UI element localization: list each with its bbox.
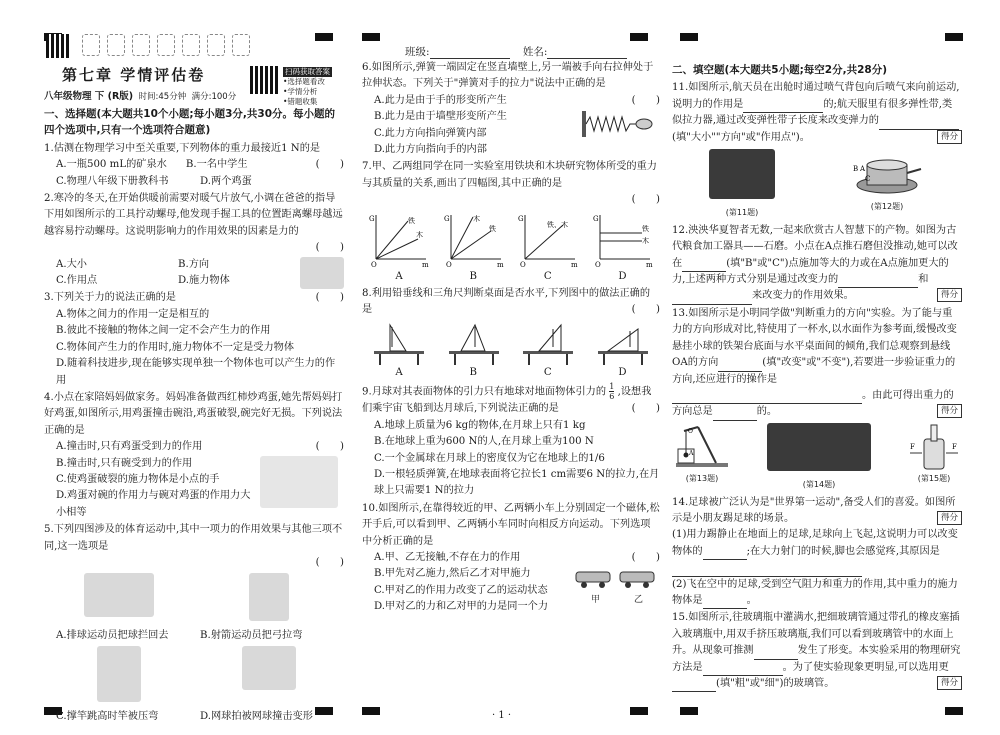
- axis-label: m: [496, 260, 504, 269]
- name-field[interactable]: [547, 47, 627, 59]
- point-label: B: [853, 165, 859, 174]
- reg-mark: [315, 33, 333, 41]
- question-6: 6.如图所示,弹簧一端固定在竖直墙壁上,另一端被手向右拉伸处于拉伸状态。下列关于"弹簧对手的拉力"说法中正确的是 A.此力是由于手的形变所产生 B.此力是由于墙壁形变所产生 C.此力方向指向弹簧内部 D.此力方向指向手的内部 ( ): [362, 62, 660, 156]
- page-number: · 1 ·: [492, 710, 512, 721]
- section-heading: 一、选择题(本大题共10个小题;每小题3分,共30分。每小题的四个选项中,只有一个选项符合题意): [44, 108, 336, 137]
- graph-a: [368, 211, 430, 269]
- answer-blank[interactable]: [838, 276, 918, 288]
- question-12: 12.泱泱华夏智者无数,一起来欣赏古人智慧下的产物。如图为古代粮食加工器具——石磨。小点在A点推石磨但没推动,她可以改在 (填"B"或"C")点施加等大的力或在A点施加更大的力,上述两种方式分别是通过改变力的 和来改变力的作用效果。 得分: [672, 223, 962, 305]
- question-11: 11.如图所示,航天员在出舱时通过喷气背包向后喷气来向前运动,说明力的作用是 的;航天服里有很多弹性带,类似拉力器,通过改变弹性带子长度来改变弹力的(填"大小""方向"或"作用点")。 得分 (第11题) B A C (第12题): [672, 80, 962, 221]
- question-7: 7.甲、乙两组同学在同一实验室用铁块和木块研究物体所受的重力与其质量的关系,画出了四幅图,其中正确的是 ( ) G m O 铁 木 G m O 木 铁 G m O 铁、木 G m O 铁 木 A B C D: [362, 161, 660, 282]
- fraction: $\frac{1}{6}$: [609, 382, 615, 402]
- reg-mark: [680, 33, 698, 41]
- glass-bottle-diagram: [906, 423, 962, 471]
- point-label: O: [688, 427, 693, 435]
- reg-mark: [362, 707, 380, 715]
- id-box: [182, 34, 200, 56]
- tennis-racket-image: [242, 646, 296, 690]
- series-label: 木: [472, 214, 480, 223]
- class-field[interactable]: [430, 47, 510, 59]
- score-box: 得分: [937, 511, 962, 525]
- id-box: [132, 34, 150, 56]
- point-label: C: [865, 175, 871, 184]
- question-13: 13.如图所示是小明同学做"判断重力的方向"实验。为了能与重力的方向形成对比,特使用了一杯水,以水面作为参考面,缓慢改变悬挂小球的铁架台底面与水平桌面间的倾角,我们总观察到悬线OA的方向 (填"改变"或"不变"),若要进一步验证重力的方向,还应进行的操作是。由此可得出重力的方向总是 的。 得分 O A (第13题) (第14题) F F (第15题): [672, 306, 962, 494]
- answer-blank[interactable]: [718, 360, 762, 372]
- answer-blank[interactable]: [672, 293, 752, 305]
- question-3: 3.下列关于力的说法正确的是 ( ) A.物体之间力的作用一定是相互的 B.彼此不接触的物体之间一定不会产生力的作用 C.物体间产生力的作用时,施力物体不一定是受力物体 D.随着科技进步,现在能够实现单独一个物体也可以产生力的作用: [44, 292, 344, 386]
- answer-blank[interactable]: [713, 409, 757, 421]
- graph-b: [443, 211, 505, 269]
- question-4: 4.小点在家陪妈妈做家务。妈妈准备做西红柿炒鸡蛋,她先帮妈妈打好鸡蛋,如图所示,用鸡蛋撞击碗沿,鸡蛋破裂,碗完好无损。下列说法正确的是 A.撞击时,只有鸡蛋受到力的作用 B.撞击时,只有碗受到力的作用 C.使鸡蛋破裂的施力物体是小点的手 D.鸡蛋对碗的作用力与碗对鸡蛋的作用力大小相等 ( ): [44, 391, 344, 518]
- series-label: 木: [416, 230, 424, 239]
- volleyball-image: [84, 573, 154, 617]
- answer-blank[interactable]: [703, 548, 747, 560]
- question-14: 14.足球被广泛认为是"世界第一运动",备受人们的喜爱。如图所示是小朋友踢足球的场景。 得分 (1)用力踢静止在地面上的足球,足球向上飞起,这说明力可以改变物体的 ;在大力射门的时候,脚也会感觉疼,其原因是 (2)飞在空中的足球,受到空气阻力和重力的作用,其中重力的施力物体是 。: [672, 495, 962, 610]
- section-heading: 二、填空题(本大题共5小题;每空2分,共28分): [672, 64, 888, 76]
- series-label: 铁: [641, 224, 649, 233]
- question-10: 10.如图所示,在靠得较近的甲、乙两辆小车上分别固定一个磁体,松开手后,可以看到甲、乙两辆小车同时向相反方向运动。下列选项中分析正确的是 A.甲、乙无接触,不存在力的作用 B.甲先对乙施力,然后乙才对甲施力 C.甲对乙的作用力改变了乙的运动状态 D.甲对乙的力和乙对甲的力是同一个力 ( ) 甲 乙: [362, 502, 660, 613]
- level-diagram-a: [370, 321, 428, 365]
- id-box: [207, 34, 225, 56]
- answer-blank[interactable]: [754, 648, 798, 660]
- answer-blank[interactable]: [672, 680, 716, 692]
- promo-qr-icon: [250, 66, 278, 94]
- question-9: 9.月球对其表面物体的引力只有地球对地面物体引力的 $\frac{1}{6}$ ,设想我们乘宇宙飞船到达月球后,下列说法正确的是 ( ) A.地球上质量为6 kg的物体,在月球上只有1 kg B.在地球上重为600 N的人,在月球上重为100 N C.一个金属球在月球上的密度仅为它在地球上的1/6 D.一根轻质弹簧,在地球表面将它拉长1 cm需要6 N的拉力,在月球上只需要1 N的拉力: [362, 382, 660, 497]
- question-2: 2.寒冷的冬天,在开始供暖前需要对暖气片放气,小调在爸爸的指导下用如图所示的工具拧动螺母,他发现手握工具的位置距离螺母越远越容易拧动螺母。这说明影响力的作用效果的因素是力的 ( ) A.大小 B.方向 C.作用点 D.施力物体: [44, 191, 344, 289]
- axis-label: G: [592, 214, 599, 223]
- question-5: 5.下列四图涉及的体育运动中,其中一项力的作用效果与其他三项不同,这一选项是 ( ) A.排球运动员把球拦回去 B.射箭运动员把弓拉弯 C.撑竿跳高时竿被压弯 D.网球拍被网球撞击变形: [44, 524, 344, 722]
- level-diagram-d: [594, 321, 652, 365]
- radiator-wrench-image: [300, 257, 344, 289]
- pole-vault-image: [97, 646, 141, 702]
- axis-label: m: [645, 260, 653, 269]
- answer-blank[interactable]: [672, 565, 862, 577]
- graph-d: [592, 211, 654, 269]
- point-label: A: [689, 449, 694, 457]
- force-label: F: [910, 442, 915, 451]
- qr-code-icon: [46, 34, 70, 58]
- origin-label: O: [520, 260, 526, 269]
- axis-label: G: [518, 214, 524, 223]
- answer-blank[interactable]: [743, 101, 823, 113]
- id-box: [82, 34, 100, 56]
- class-name-line: 班级: 姓名:: [405, 44, 627, 59]
- series-label: 铁: [408, 216, 416, 225]
- astronaut-image: [709, 149, 775, 199]
- series-label: 铁: [488, 224, 496, 233]
- reg-mark: [945, 33, 963, 41]
- reg-mark: [630, 33, 648, 41]
- exam-title: 第七章 学情评估卷: [62, 66, 206, 84]
- score-box: 得分: [937, 288, 962, 302]
- exam-subtitle: 八年级物理 下 (R版) 时间:45分钟 满分:100分: [44, 91, 237, 102]
- millstone-diagram: [849, 149, 925, 199]
- point-label: A: [860, 165, 866, 174]
- football-image: [767, 423, 871, 471]
- level-diagram-c: [519, 321, 577, 365]
- graph-c: [517, 211, 579, 269]
- question-8: 8.利用铅垂线和三角尺判断桌面是否水平,下列图中的做法正确的是 ( ) A B C D: [362, 288, 660, 378]
- id-box: [157, 34, 175, 56]
- origin-label: O: [445, 260, 452, 269]
- axis-label: G: [369, 214, 375, 223]
- level-diagram-b: [445, 321, 503, 365]
- column-2: [362, 60, 660, 617]
- spring-wall-diagram: [580, 109, 656, 139]
- id-box: [232, 34, 250, 56]
- axis-label: G: [443, 214, 450, 223]
- plumb-line-diagram: [672, 423, 732, 471]
- answer-blank[interactable]: [703, 597, 747, 609]
- origin-label: O: [371, 260, 377, 269]
- reg-mark: [680, 707, 698, 715]
- series-label: 铁、木: [547, 220, 569, 229]
- answer-blank[interactable]: [703, 664, 783, 676]
- magnet-cars-diagram: [574, 566, 658, 592]
- archery-image: [249, 573, 289, 621]
- reg-mark: [362, 33, 380, 41]
- score-box: 得分: [937, 676, 962, 690]
- answer-blank[interactable]: [879, 118, 959, 130]
- question-15: 15.如图所示,往玻璃瓶中灌满水,把细玻璃管通过带孔的橡皮塞插入玻璃瓶中,用双手挤压玻璃瓶,我们可以看到玻璃管中的水面上升。从现象可推测 发生了形变。本实验采用的物理研究方法是 。为了使实验现象更明显,可以选用更(填"粗"或"细")的玻璃管。 得分: [672, 610, 962, 692]
- score-box: 得分: [937, 130, 962, 144]
- question-1: 1.估测在物理学习中至关重要,下列物体的重力最接近1 N的是 ( ) A.一瓶500 mL的矿泉水 B.一名中学生 C.物理八年级下册教科书 D.两个鸡蛋: [44, 142, 344, 187]
- reg-mark: [945, 707, 963, 715]
- series-label: 木: [641, 236, 649, 245]
- answer-blank[interactable]: [672, 392, 862, 404]
- origin-label: O: [594, 260, 601, 269]
- score-box: 得分: [937, 404, 962, 418]
- column-1: [44, 104, 344, 726]
- id-box: [107, 34, 125, 56]
- axis-label: m: [571, 260, 578, 269]
- egg-bowl-image: [260, 456, 338, 508]
- force-label: F: [952, 442, 957, 451]
- column-3: [672, 60, 962, 693]
- reg-mark: [630, 707, 648, 715]
- answer-blank[interactable]: [682, 260, 726, 272]
- promo-box: 扫码获取答案 •选择题看改 •学情分析 •错题收集: [283, 67, 330, 106]
- axis-label: m: [422, 260, 429, 269]
